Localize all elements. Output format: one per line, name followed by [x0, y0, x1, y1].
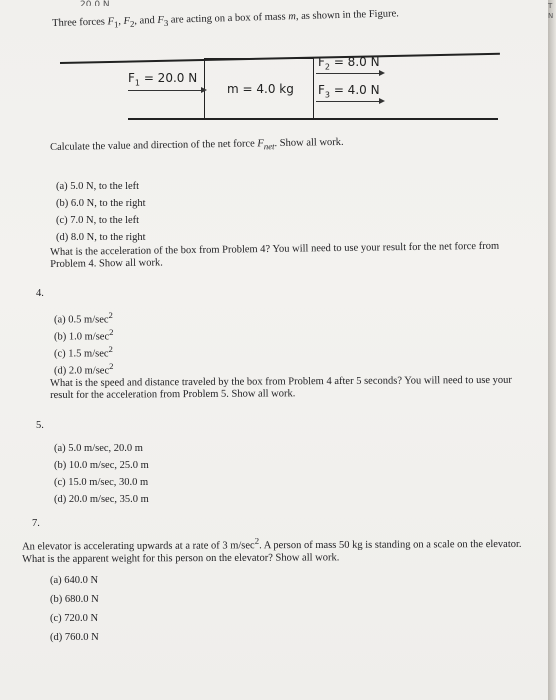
- q7-option-d: (d) 760.0 N: [50, 632, 99, 643]
- f2-label: $F_2 = 8.0$ N: [318, 55, 380, 72]
- q5-option-c: (c) 15.0 m/sec, 30.0 m: [54, 477, 149, 488]
- ground-line: [128, 118, 498, 120]
- f2-arrow: [316, 73, 380, 74]
- q3-prompt: Three forces $F_1$, $F_2$, and $F_3$ are acting on a box of mass m, as shown in the Figure.: [52, 8, 399, 30]
- q4-prompt: What is the acceleration of the box from Problem 4? You will need to use your result for the net force from Problem 4. Show all work.: [50, 240, 500, 270]
- q5-option-b: (b) 10.0 m/sec, 25.0 m: [54, 460, 149, 471]
- q4-option-a: (a) 0.5 $m/\sec^2$: [54, 310, 113, 326]
- q7-option-c: (c) 720.0 N: [50, 613, 99, 624]
- adjacent-page-edge: [548, 0, 556, 700]
- f3-label: $F_3 = 4.0$ N: [318, 83, 380, 100]
- q3-option-c: (c) 7.0 N, to the left: [56, 215, 140, 226]
- f3-arrow: [316, 101, 380, 102]
- f1-label: $F_1 = 20.0$ N: [128, 71, 198, 88]
- edge-mark-2: N: [548, 12, 554, 20]
- q4-number: 4.: [36, 288, 44, 299]
- q5-number: 5.: [36, 420, 44, 431]
- q7-prompt: An elevator is accelerating upwards at a rate of 3 $m/\sec^2$. A person of mass 50 kg is standing on a scale on the elevator. What is the apparent weight for this person on the elevator? Show all work.: [22, 535, 522, 565]
- edge-mark-1: T: [548, 2, 553, 10]
- q5-option-a: (a) 5.0 m/sec, 20.0 m: [54, 443, 143, 454]
- q7-option-b: (b) 680.0 N: [50, 594, 99, 605]
- q4-option-b: (b) 1.0 $m/\sec^2$: [54, 327, 114, 343]
- q5-option-d: (d) 20.0 m/sec, 35.0 m: [54, 494, 149, 505]
- q7-option-a: (a) 640.0 N: [50, 575, 99, 586]
- mass-label: m = 4.0 kg: [227, 82, 294, 96]
- q4-option-c: (c) 1.5 $m/\sec^2$: [54, 344, 113, 360]
- q7-number: 7.: [32, 518, 40, 529]
- q3-instruction: Calculate the value and direction of the net force $F_{net}$. Show all work.: [50, 136, 344, 153]
- q3-option-b: (b) 6.0 N, to the right: [56, 198, 146, 209]
- cropped-header-fragment: 20.0 N: [80, 0, 110, 6]
- q3-option-d: (d) 8.0 N, to the right: [56, 232, 146, 243]
- f1-arrow: [128, 90, 202, 91]
- q4-option-d: (d) 2.0 $m/\sec^2$: [54, 361, 114, 377]
- q5-prompt: What is the speed and distance traveled by the box from Problem 4 after 5 seconds? You will need to use your result for the acceleration from Problem 5. Show all work.: [50, 374, 512, 401]
- q3-option-a: (a) 5.0 N, to the left: [56, 181, 140, 192]
